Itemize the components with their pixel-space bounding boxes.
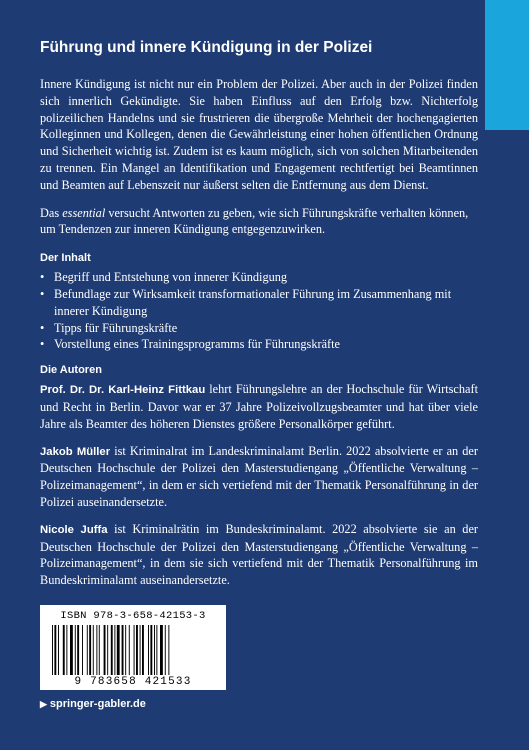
- accent-bar: [485, 0, 529, 130]
- barcode-bar: [122, 625, 124, 675]
- barcode-bar: [129, 625, 130, 675]
- barcode-bar: [93, 625, 94, 675]
- barcode-bar: [111, 625, 113, 675]
- author-text: ist Kriminalrätin im Bundeskriminalamt. 2022 absolvierte sie an der Deutschen Hochschule der Polizei den Masterstudiengang „Öffentliche Verwaltung – Polizeimanagement“, in dem sie sich vertiefend mit der Thematik Personalführung im Bundeskriminalamt auseinandersetzte.: [40, 521, 479, 588]
- book-title: Führung und innere Kündigung in der Polizei: [40, 39, 373, 56]
- barcode-bar: [168, 625, 169, 675]
- author-name: Nicole Juffa: [40, 523, 108, 536]
- barcode-bar: [125, 625, 126, 675]
- author-text: lehrt Führungslehre an der Hochschule für Wirtschaft und Recht in Berlin. Davor war er 37 Jahre Polizeivollzugsbeamter und hat über viele Jahre als Beamter des höheren Dienstes größere Personalkörper geführt.: [40, 382, 478, 431]
- essential-emph: essential: [62, 205, 106, 220]
- barcode-bar: [136, 625, 138, 675]
- author-bio: [40, 521, 478, 589]
- list-item: • Begriff und Entstehung von innerer Kündigung: [40, 269, 478, 286]
- author-text: ist Kriminalrat im Landeskriminalamt Berlin. 2022 absolvierte er an der Deutschen Hochschule der Polizei den Masterstudiengang „Öffentliche Verwaltung – Polizeimanagement“, in dem er sich vertiefend mit der Thematik Personalführung in der Polizei auseinandersetzte.: [40, 443, 478, 509]
- author-bio: [40, 443, 478, 511]
- barcode-bar: [156, 625, 157, 675]
- barcode-bar: [54, 625, 56, 675]
- essential-before: Das: [40, 205, 63, 220]
- isbn-barcode: [40, 605, 226, 690]
- barcode-bar: [75, 625, 76, 675]
- barcode-bar: [70, 625, 73, 675]
- barcode-bar: [148, 625, 149, 675]
- essential-paragraph: [40, 205, 478, 239]
- authors-heading: Die Autoren: [40, 364, 102, 377]
- barcode-bar: [52, 625, 53, 675]
- barcode-icon: [52, 625, 214, 675]
- arrow-right-icon: ▶: [40, 698, 47, 709]
- barcode-bar: [154, 625, 155, 675]
- website-label: springer-gabler.de: [49, 698, 146, 710]
- barcode-bar: [150, 625, 152, 675]
- author-name: Jakob Müller: [40, 445, 111, 458]
- barcode-bar: [104, 625, 106, 675]
- barcode-bar: [107, 625, 108, 675]
- barcode-bar: [87, 625, 88, 675]
- back-cover-text: [40, 76, 478, 599]
- barcode-bar: [58, 625, 59, 675]
- barcode-bar: [77, 625, 79, 675]
- barcode-bar: [142, 625, 144, 675]
- author-bio: [40, 381, 478, 432]
- barcode-bar: [114, 625, 115, 675]
- barcode-bar: [160, 625, 163, 675]
- barcode-bar: [117, 625, 120, 675]
- barcode-bar: [89, 625, 91, 675]
- list-item: • Befundlage zur Wirksamkeit transformationaler Führung im Zusammenhang mit innerer Kündigung: [40, 286, 478, 320]
- barcode-digits: 9 783658 421533: [74, 676, 192, 688]
- list-item: • Tipps für Führungskräfte: [40, 320, 478, 337]
- isbn-text: ISBN 978-3-658-42153-3: [60, 610, 206, 622]
- barcode-bar: [99, 625, 100, 675]
- barcode-bar: [140, 625, 141, 675]
- barcode-bar: [66, 625, 67, 675]
- barcode-bar: [63, 625, 65, 675]
- essential-after: versucht Antworten zu geben, wie sich Führungskräfte verhalten können, um Tendenzen zur inneren Kündigung entgegenzuwirken.: [40, 205, 469, 237]
- contents-heading: Der Inhalt: [40, 252, 91, 265]
- intro-paragraph: Innere Kündigung ist nicht nur ein Problem der Polizei. Aber auch in der Polizei finden sich innerlich Gekündigte. Sie haben Einfluss auf den Erfolg bzw. Nichterfolg polizeilichen Handelns und sie frustrieren die übergroße Mehrheit der hochengagierten Kolleginnen und Kollegen, denen die Gewährleistung einer hohen öffentlichen Ordnung und Sicherheit wichtig ist. Zudem ist es kaum möglich, sich von solchen Mitarbeitenden zu trennen. Ein Mangel an Identifikation und Engagement rechtfertigt bei Beamtinnen und Beamten auf Lebenszeit nur äußerst selten die Entfernung aus dem Dienst.: [40, 77, 478, 192]
- publisher-website[interactable]: [40, 698, 146, 710]
- barcode-bar: [82, 625, 83, 675]
- contents-list: [40, 269, 478, 353]
- barcode-bar: [134, 625, 135, 675]
- author-name: Prof. Dr. Dr. Karl-Heinz Fittkau: [40, 384, 206, 397]
- barcode-bar: [96, 625, 97, 675]
- barcode-bar: [165, 625, 166, 675]
- list-item: • Vorstellung eines Trainingsprogramms für Führungskräfte: [40, 336, 478, 353]
